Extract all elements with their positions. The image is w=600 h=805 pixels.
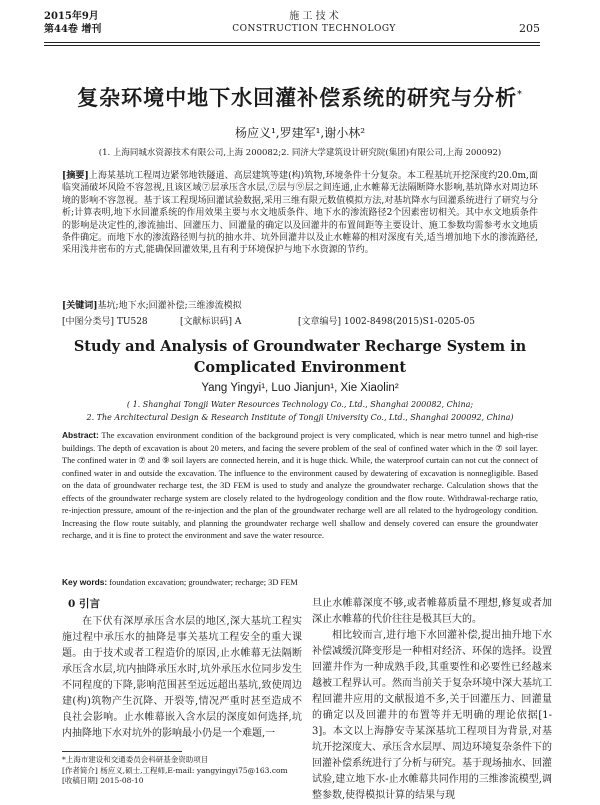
keywords-cn-label: [关键词] bbox=[62, 301, 98, 311]
journal-name-en: CONSTRUCTION TECHNOLOGY bbox=[232, 24, 396, 34]
header-rule-thin bbox=[44, 45, 540, 46]
body-paragraph: 相比较而言,进行地下水回灌补偿,提出抽升地下水补偿减缓沉降变形是一种相对经济、环保的选择。设置回灌井作为一种成熟手段,其重要性和必要性已经越来越被工程界认可。然而当前关于复杂环境中深大基坑工程回灌井应用的文献报道不多,关于回灌压力、回灌量的确定以及回灌井的布置等并无明确的理论依据[1-3]。本文以上海静安寺某深基坑工程项目为背景,对基坑开挖深度大、承压含水层厚、周边环境复杂条件下的回灌补偿系统进行了分析与研究。基于现场抽水、回灌试验,建立地下水-止水帷幕共同作用的三维渗流模型,调整参数,使得模拟计算的结果与现 bbox=[312, 630, 552, 801]
keywords-cn-text: 基坑;地下水;回灌补偿;三维渗流模拟 bbox=[97, 301, 242, 311]
abstract-cn bbox=[62, 170, 538, 257]
affiliation-en-1: ( 1. Shanghai Tongji Water Resources Technology Co., Ltd., Shanghai 200082, China; bbox=[126, 400, 474, 409]
issue-date: 2015年9月 bbox=[44, 11, 99, 22]
issue-info bbox=[44, 10, 101, 36]
issue-volume: 第44卷 增刊 bbox=[44, 24, 102, 35]
authors-en: Yang Yingyi¹, Luo Jianjun¹, Xie Xiaolin² bbox=[201, 382, 399, 394]
article-number: [文章编号] 1002-8498(2015)S1-0205-05 bbox=[298, 317, 475, 327]
affiliation-en bbox=[60, 398, 540, 424]
affiliation-en-2: 2. The Architectural Design & Research Institute of Tongji University Co., Ltd., Shanghai 200092, China) bbox=[86, 413, 514, 422]
abstract-en-label: Abstract: bbox=[62, 430, 99, 440]
article-title-en: Study and Analysis of Groundwater Recharge System in Complicated Environment bbox=[73, 338, 527, 376]
article-title-cn bbox=[60, 82, 540, 112]
document-code: [文献标识码] A bbox=[180, 317, 242, 327]
keywords-en-text: foundation excavation; groundwater; recharge; 3D FEM bbox=[109, 578, 298, 587]
footnotes bbox=[62, 755, 302, 787]
keywords-en bbox=[62, 577, 538, 587]
body-column-left bbox=[62, 596, 302, 742]
footnote-fund: *上海市建设和交通委员会科研基金资助项目 bbox=[62, 755, 209, 764]
header-rule bbox=[44, 42, 540, 43]
footnote-rule bbox=[62, 751, 182, 752]
abstract-en-text: The excavation environment condition of the background project is very complicated, which is near metro tunnel and high-rise buildings. The depth of excavation is about 20 meters, and facing the severe problem of the seal of confined water which in the ⑦ soil layer. The confined water in ⑦ and ⑨ soil layers are connected herein, and it is huge thick. While, the waterproof curtain can not cut the connect of confined water in and outside the excavation. The influence to the environment caused by dewatering of excavation is nonnegligible. Based on the data of groundwater recharge test, the 3D FEM is used to study and analyze the groundwater recharge. Calculation shows that the effects of the groundwater recharge system are closely related to the hydrogeology condition and the flow route. Withdrawal-recharge ratio, re-injection pressure, amount of the re-injection and the plan of the groundwater recharge well are all related to the hydrogeology condition. Increasing the flow route suitably, and planning the groundwater recharge well shallow and densely covered can ensure the groundwater recharge, and it is fine to protect the environment and save the water resource. bbox=[62, 431, 538, 540]
clc-number: [中图分类号] TU528 bbox=[62, 317, 148, 327]
body-paragraph: 在下伏有深厚承压含水层的地区,深大基坑工程实施过程中承压水的抽降是事关基坑工程安全的重大课题。由于技术或者工程造价的原因,止水帷幕无法隔断承压含水层,坑内抽降承压水时,坑外承压水位同步发生不同程度的下降,影响范围甚至远远超出基坑,致使周边建(构)筑物产生沉降、开裂等,情况严重时甚至造成不良社会影响。止水帷幕嵌入含水层的深度如何选择,坑内抽降地下水对坑外的影响最小仍是一个难题,一 bbox=[62, 616, 302, 739]
body-column-right bbox=[312, 596, 552, 804]
journal-name bbox=[214, 10, 414, 36]
title-footnote-mark: * bbox=[517, 90, 523, 100]
abstract-cn-label: [摘要] bbox=[62, 171, 89, 181]
keywords-cn bbox=[62, 298, 538, 311]
affiliation-cn: (1. 上海同城水资源技术有限公司,上海 200082;2. 同济大学建筑设计研究院(集团)有限公司,上海 200092) bbox=[98, 148, 502, 158]
body-paragraph: 旦止水帷幕深度不够,或者帷幕质量不理想,修复或者加深止水帷幕的代价往往是极其巨大的。 bbox=[312, 598, 552, 625]
article-title-cn-text: 复杂环境中地下水回灌补偿系统的研究与分析 bbox=[77, 85, 518, 110]
section-heading-introduction: 0 引言 bbox=[68, 598, 100, 610]
running-header bbox=[44, 10, 540, 46]
abstract-en bbox=[62, 429, 538, 543]
footnote-author: [作者简介] 杨应义,硕士,工程师,E-mail: yangyingyi75@163.com bbox=[62, 765, 288, 775]
keywords-en-label: Key words: bbox=[62, 577, 108, 587]
abstract-cn-text: 上海某基坑工程周边紧邻地铁隧道、高层建筑等建(构)筑物,环境条件十分复杂。本工程基坑开挖深度约20.0m,面临突涌破坏风险不容忽视,且该区域⑦层承压含水层,⑦层与⑨层之间连通,止水帷幕无法隔断降水影响,基坑降水对周边环境的影响不容忽视。基于该工程现场回灌试验数据,采用三维有限元数值模拟方法,对基坑降水与回灌系统进行了研究与分析;计算表明,地下水回灌系统的作用效果主要与水文地质条件、地下水的渗流路径2个因素密切相关。其中水文地质条件的影响是决定性的,渗流抽出、回灌压力、回灌量的确定以及回灌井的布置间距等主要设计、施工参数均需参考水文地质条件确定。而地下水的渗流路径则与抗的抽水井、坑外回灌井以及止水帷幕的相对深度有关,适当增加地下水的渗流路径,采用浅井密布的方式,能确保回灌效果,且有利于环境保护与地下水资源的节约。 bbox=[62, 171, 538, 256]
journal-name-cn: 施 工 技 术 bbox=[289, 11, 339, 22]
footnote-received: [收稿日期] 2015-08-10 bbox=[62, 776, 144, 785]
authors-cn: 杨应义¹,罗建军¹,谢小林² bbox=[234, 126, 366, 140]
page-number: 205 bbox=[519, 22, 540, 35]
